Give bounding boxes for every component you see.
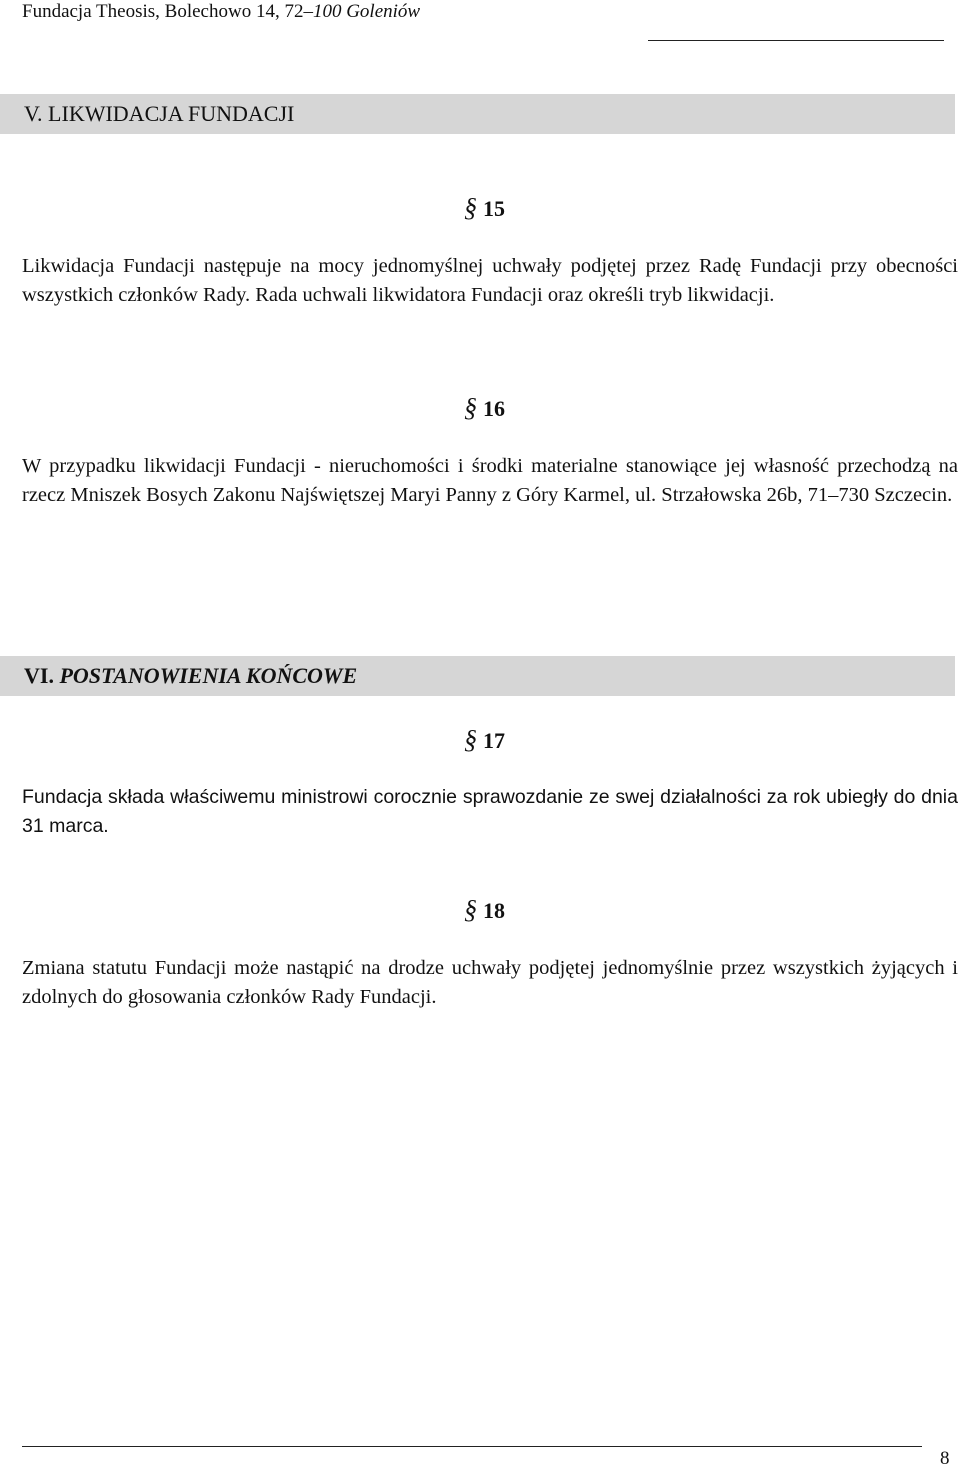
header-rule: [648, 40, 944, 41]
page-header: [22, 0, 420, 24]
page-number: 8: [940, 1448, 950, 1469]
paragraph-text-18: Zmiana statutu Fundacji może nastąpić na drodze uchwały podjętej jednomyślnie przez wszystkich żyjących i zdolnych do głosowania członków Rady Fundacji.: [22, 957, 958, 1008]
paragraph-heading-18: [464, 896, 505, 925]
header-text-italic: –100 Goleniów: [303, 1, 421, 22]
paragraph-heading-17: [464, 726, 505, 755]
section-title-prefix: VI.: [24, 663, 54, 688]
paragraph-text-17: Fundacja składa właściwemu ministrowi corocznie sprawozdanie ze swej działalności za rok ubiegły do dnia 31 marca.: [22, 786, 958, 837]
paragraph-text-16: W przypadku likwidacji Fundacji - nieruchomości i środki materialne stanowiące jej własność przechodzą na rzecz Mniszek Bosych Zakonu Najświętszej Maryi Panny z Góry Karmel, ul. Strzałowska 26b, 71–730 Szczecin.: [22, 455, 958, 506]
section-sign-icon: §: [464, 725, 477, 754]
section-sign-icon: §: [464, 895, 477, 924]
paragraph-number: 17: [483, 728, 505, 753]
paragraph-text-15: Likwidacja Fundacji następuje na mocy jednomyślnej uchwały podjętej przez Radę Fundacji przy obecności wszystkich członków Rady. Rada uchwali likwidatora Fundacji oraz określi tryb likwidacji.: [22, 255, 958, 306]
footer-rule: [22, 1446, 922, 1447]
paragraph-number: 16: [483, 396, 505, 421]
paragraph-number: 18: [483, 898, 505, 923]
paragraph-number: 15: [483, 196, 505, 221]
paragraph-heading-16: [464, 394, 505, 423]
section-title-text: POSTANOWIENIA KOŃCOWE: [59, 663, 358, 688]
section-sign-icon: §: [464, 393, 477, 422]
header-text: Fundacja Theosis, Bolechowo 14, 72: [22, 1, 304, 22]
paragraph-heading-15: [464, 194, 505, 223]
section-sign-icon: §: [464, 193, 477, 222]
section-title-v: V. LIKWIDACJA FUNDACJI: [24, 101, 295, 126]
section-title-vi: [24, 656, 357, 696]
